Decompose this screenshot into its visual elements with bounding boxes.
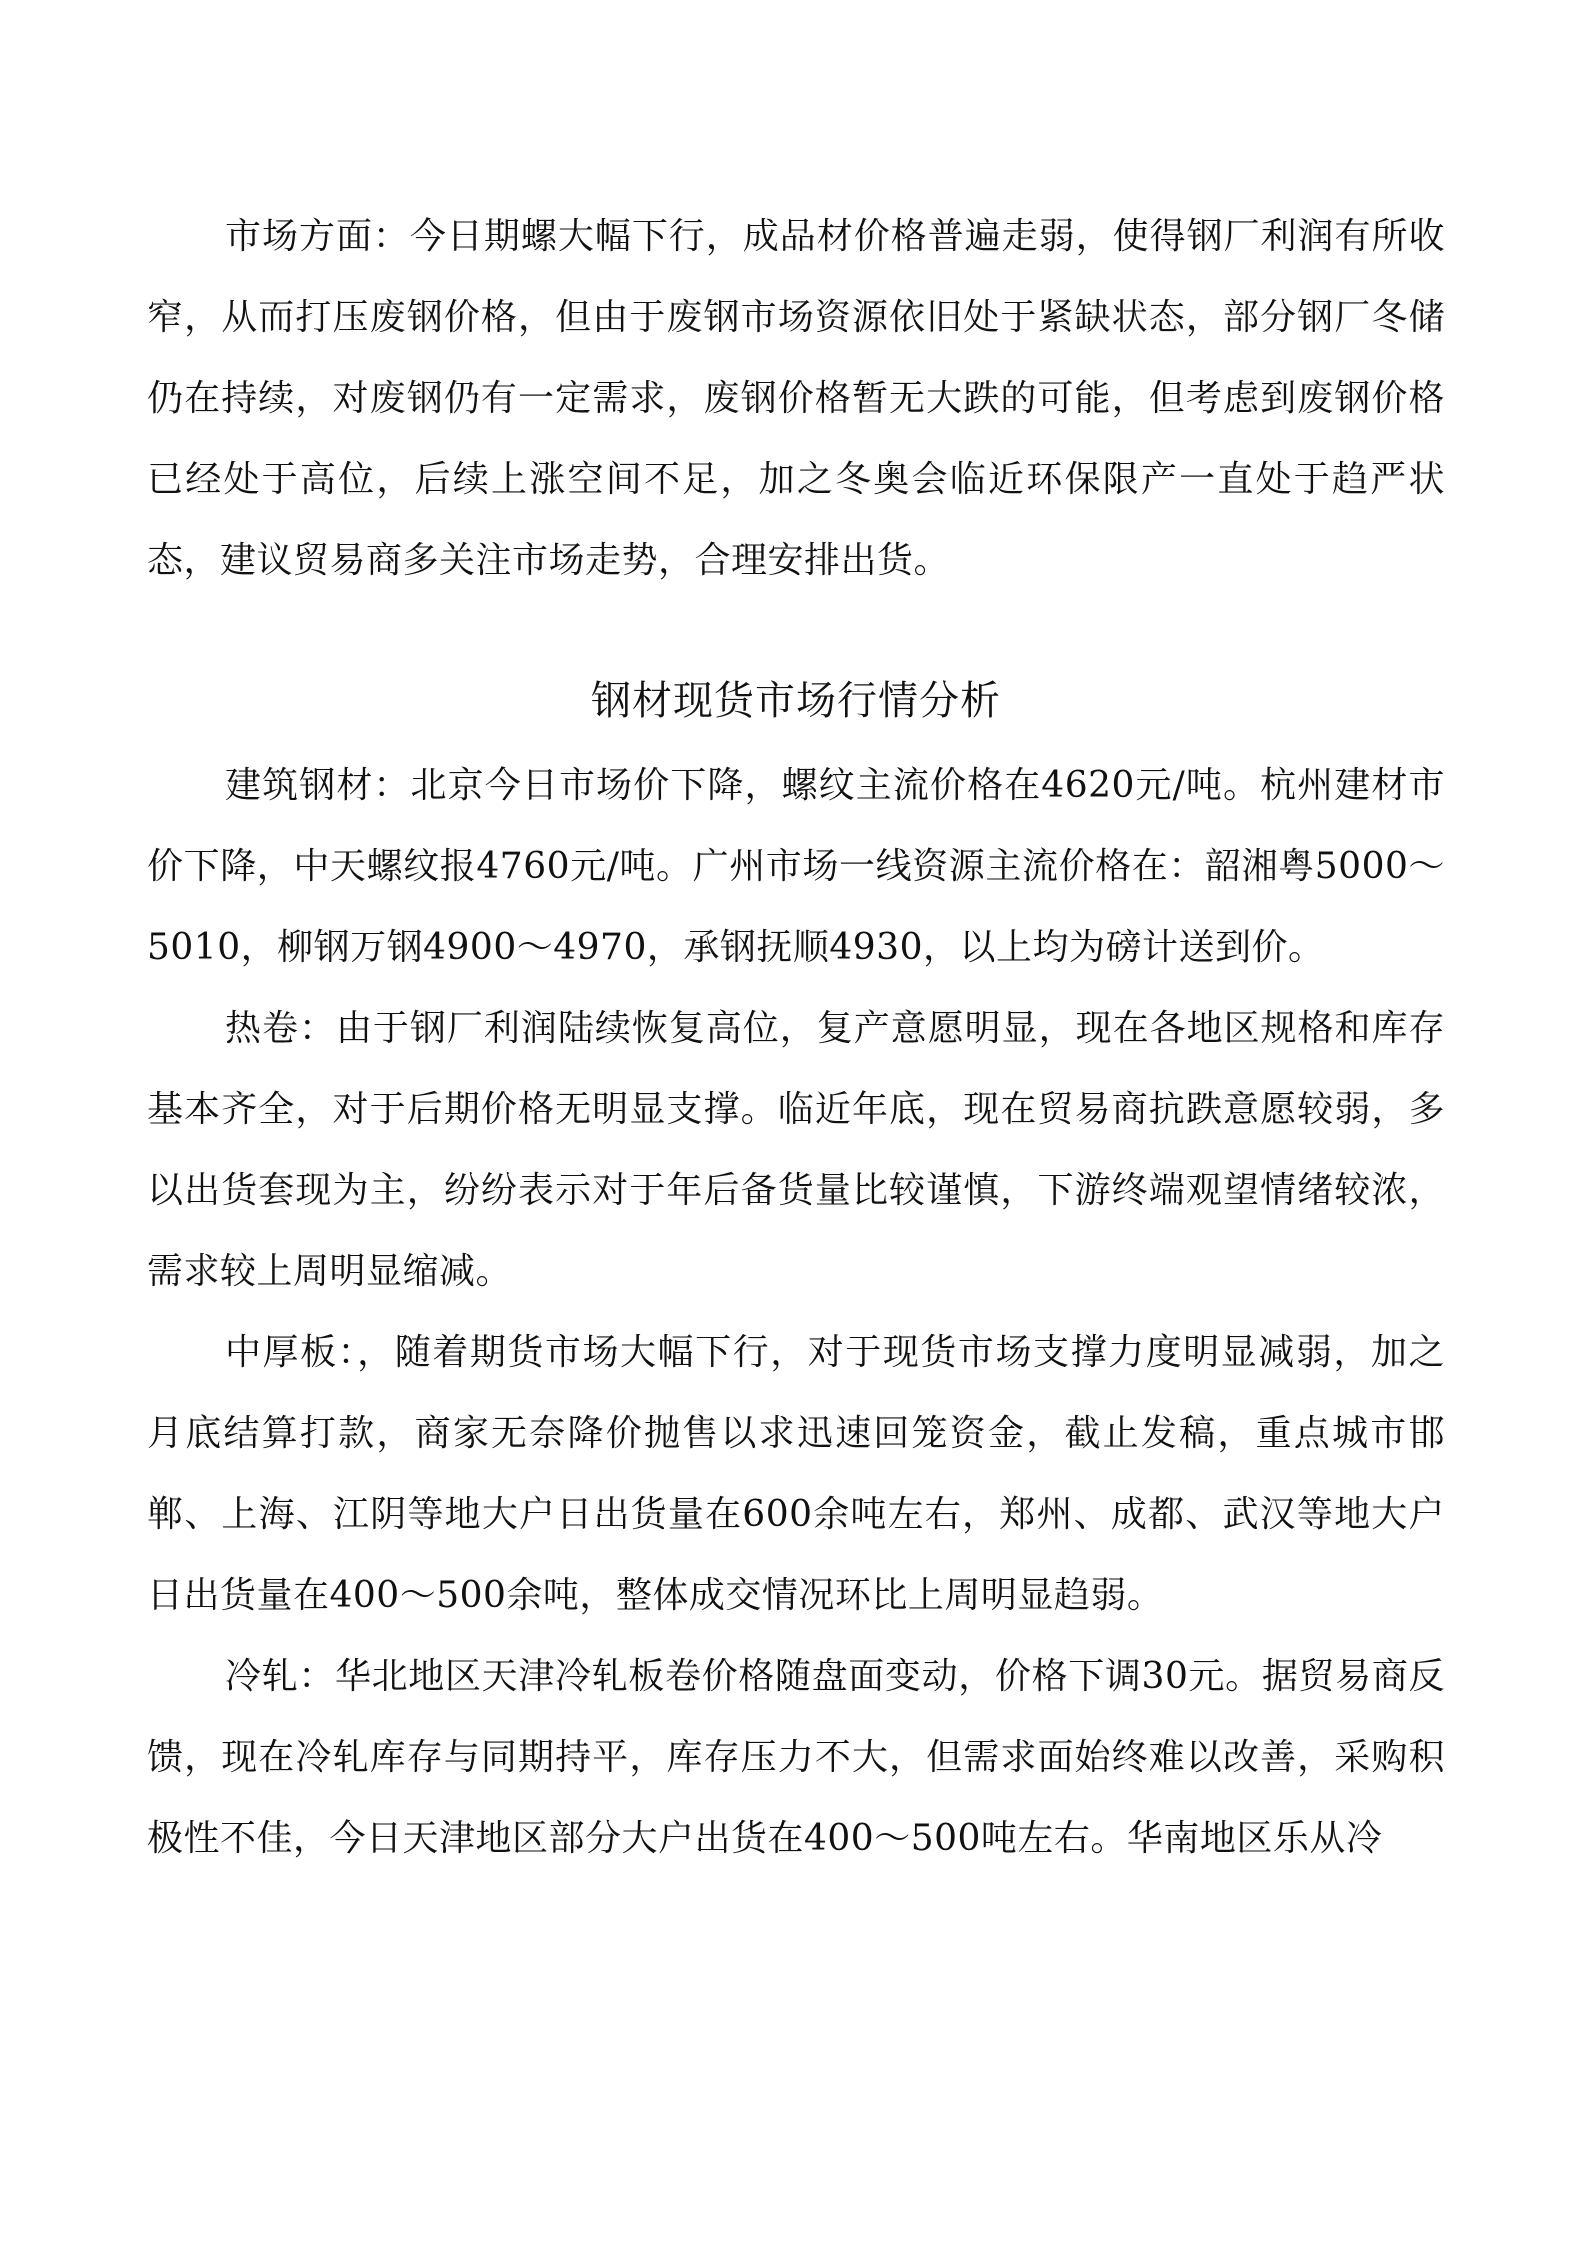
section-title: 钢材现货市场行情分析 bbox=[591, 678, 1001, 724]
document-body bbox=[147, 196, 1445, 1879]
paragraph-hot-rolled-coil: 热卷：由于钢厂利润陆续恢复高位，复产意愿明显，现在各地区规格和库存基本齐全，对于后期价格无明显支撑。临近年底，现在贸易商抗跌意愿较弱，多以出货套现为主，纷纷表示对于年后备货量比较谨慎，下游终端观望情绪较浓，需求较上周明显缩减。 bbox=[147, 1008, 1445, 1292]
paragraph-cold-rolled: 冷轧：华北地区天津冷轧板卷价格随盘面变动，价格下调30元。据贸易商反馈，现在冷轧库存与同期持平，库存压力不大，但需求面始终难以改善，采购积极性不佳，今日天津地区部分大户出货在400～500吨左右。华南地区乐从冷 bbox=[147, 1656, 1445, 1859]
paragraph-medium-plate: 中厚板：，随着期货市场大幅下行，对于现货市场支撑力度明显减弱，加之月底结算打款，商家无奈降价抛售以求迅速回笼资金，截止发稿，重点城市邯郸、上海、江阴等地大户日出货量在600余吨左右，郑州、成都、武汉等地大户日出货量在400～500余吨，整体成交情况环比上周明显趋弱。 bbox=[147, 1332, 1445, 1616]
paragraph-construction-steel: 建筑钢材：北京今日市场价下降，螺纹主流价格在4620元/吨。杭州建材市价下降，中天螺纹报4760元/吨。广州市场一线资源主流价格在：韶湘粤5000～5010，柳钢万钢4900～4970，承钢抚顺4930，以上均为磅计送到价。 bbox=[147, 765, 1445, 968]
market-overview-paragraph: 市场方面：今日期螺大幅下行，成品材价格普遍走弱，使得钢厂利润有所收窄，从而打压废钢价格，但由于废钢市场资源依旧处于紧缺状态，部分钢厂冬储仍在持续，对废钢仍有一定需求，废钢价格暂无大跌的可能，但考虑到废钢价格已经处于高位，后续上涨空间不足，加之冬奥会临近环保限产一直处于趋严状态，建议贸易商多关注市场走势，合理安排出货。 bbox=[147, 216, 1445, 581]
